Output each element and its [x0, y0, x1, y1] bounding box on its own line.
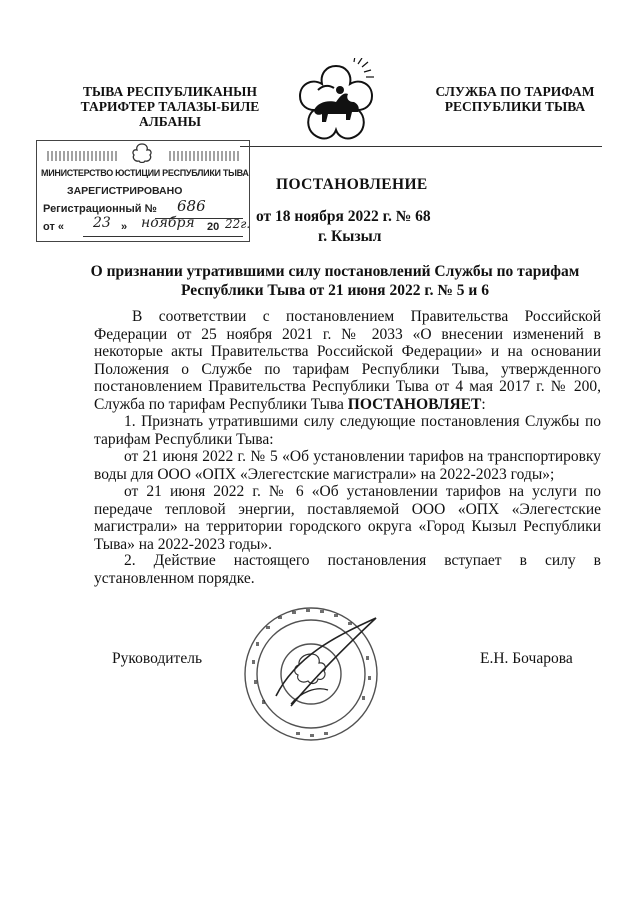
stamp-reg-number-label: Регистрационный №	[43, 203, 157, 215]
official-round-seal-icon	[236, 596, 386, 746]
body-item-2: 2. Действие настоящего постановления вступает в силу в установленном порядке.	[94, 552, 601, 587]
document-date-number: от 18 ноября 2022 г. № 68	[256, 208, 431, 225]
stamp-date-year-suffix: 22г.	[225, 217, 251, 231]
body-intro-paragraph	[94, 308, 601, 413]
header-divider	[240, 146, 602, 147]
stamp-date-month: ноября	[141, 215, 195, 231]
stamp-date-day: 23	[93, 215, 111, 231]
stamp-reg-number-value: 686	[177, 197, 206, 215]
intro-text: В соответствии с постановлением Правительства Российской Федерации от 25 ноября 2021 г. № 2033 «О внесении изменений в некоторые акты Правительства Российской Федерации» и на основании Положения о Службе по тарифам Республики Тыва, утвержденного постановлением Правительства Республики Тыва от 4 мая 2017 г. № 200, Служба по тарифам Республики Тыва	[94, 308, 601, 413]
stamp-date-underline	[83, 236, 243, 237]
intro-keyword: ПОСТАНОВЛЯЕТ	[347, 395, 482, 413]
stamp-ministry: МИНИСТЕРСТВО ЮСТИЦИИ РЕСПУБЛИКИ ТЫВА	[41, 168, 249, 178]
header-right-org: СЛУЖБА ПО ТАРИФАМ РЕСПУБЛИКИ ТЫВА	[435, 84, 595, 114]
body-subitem-1: от 21 июня 2022 г. № 5 «Об установлении тарифов на транспортировку воды для ООО «ОПХ «Элегестские магистрали» на 2022-2023 годы»;	[94, 448, 601, 483]
stamp-blurred-text-right	[169, 151, 239, 161]
stamp-registered-label: ЗАРЕГИСТРИРОВАНО	[67, 185, 183, 197]
body-subitem-2: от 21 июня 2022 г. № 6 «Об установлении тарифов на услуги по передаче тепловой энергии, поставляемой ООО «ОПХ «Элегестские магистрали» на территории городского округа «Город Кызыл Республики Тыва» на 2022-2023 годы».	[94, 483, 601, 553]
stamp-date-quote: »	[121, 221, 128, 233]
stamp-date-prefix: от «	[43, 221, 65, 233]
stamp-blurred-text-left	[47, 151, 117, 161]
document-city: г. Кызыл	[318, 228, 382, 245]
tuva-coat-of-arms-icon	[288, 58, 384, 150]
stamp-date-year: 20	[207, 221, 220, 233]
signature-name: Е.Н. Бочарова	[480, 650, 573, 667]
registration-stamp	[36, 140, 250, 242]
header-left-org: ТЫВА РЕСПУБЛИКАНЫН ТАРИФТЕР ТАЛАЗЫ-БИЛЕ АЛБАНЫ	[80, 84, 260, 129]
stamp-emblem-icon	[131, 143, 153, 163]
document-type: ПОСТАНОВЛЕНИЕ	[276, 176, 428, 193]
document-subject: О признании утратившими силу постановлений Службы по тарифам Республики Тыва от 21 июня 2022 г. № 5 и 6	[90, 263, 580, 299]
body-item-1: 1. Признать утратившими силу следующие постановления Службы по тарифам Республики Тыва:	[94, 413, 601, 448]
intro-colon: :	[481, 395, 486, 413]
signature-role: Руководитель	[112, 650, 203, 667]
